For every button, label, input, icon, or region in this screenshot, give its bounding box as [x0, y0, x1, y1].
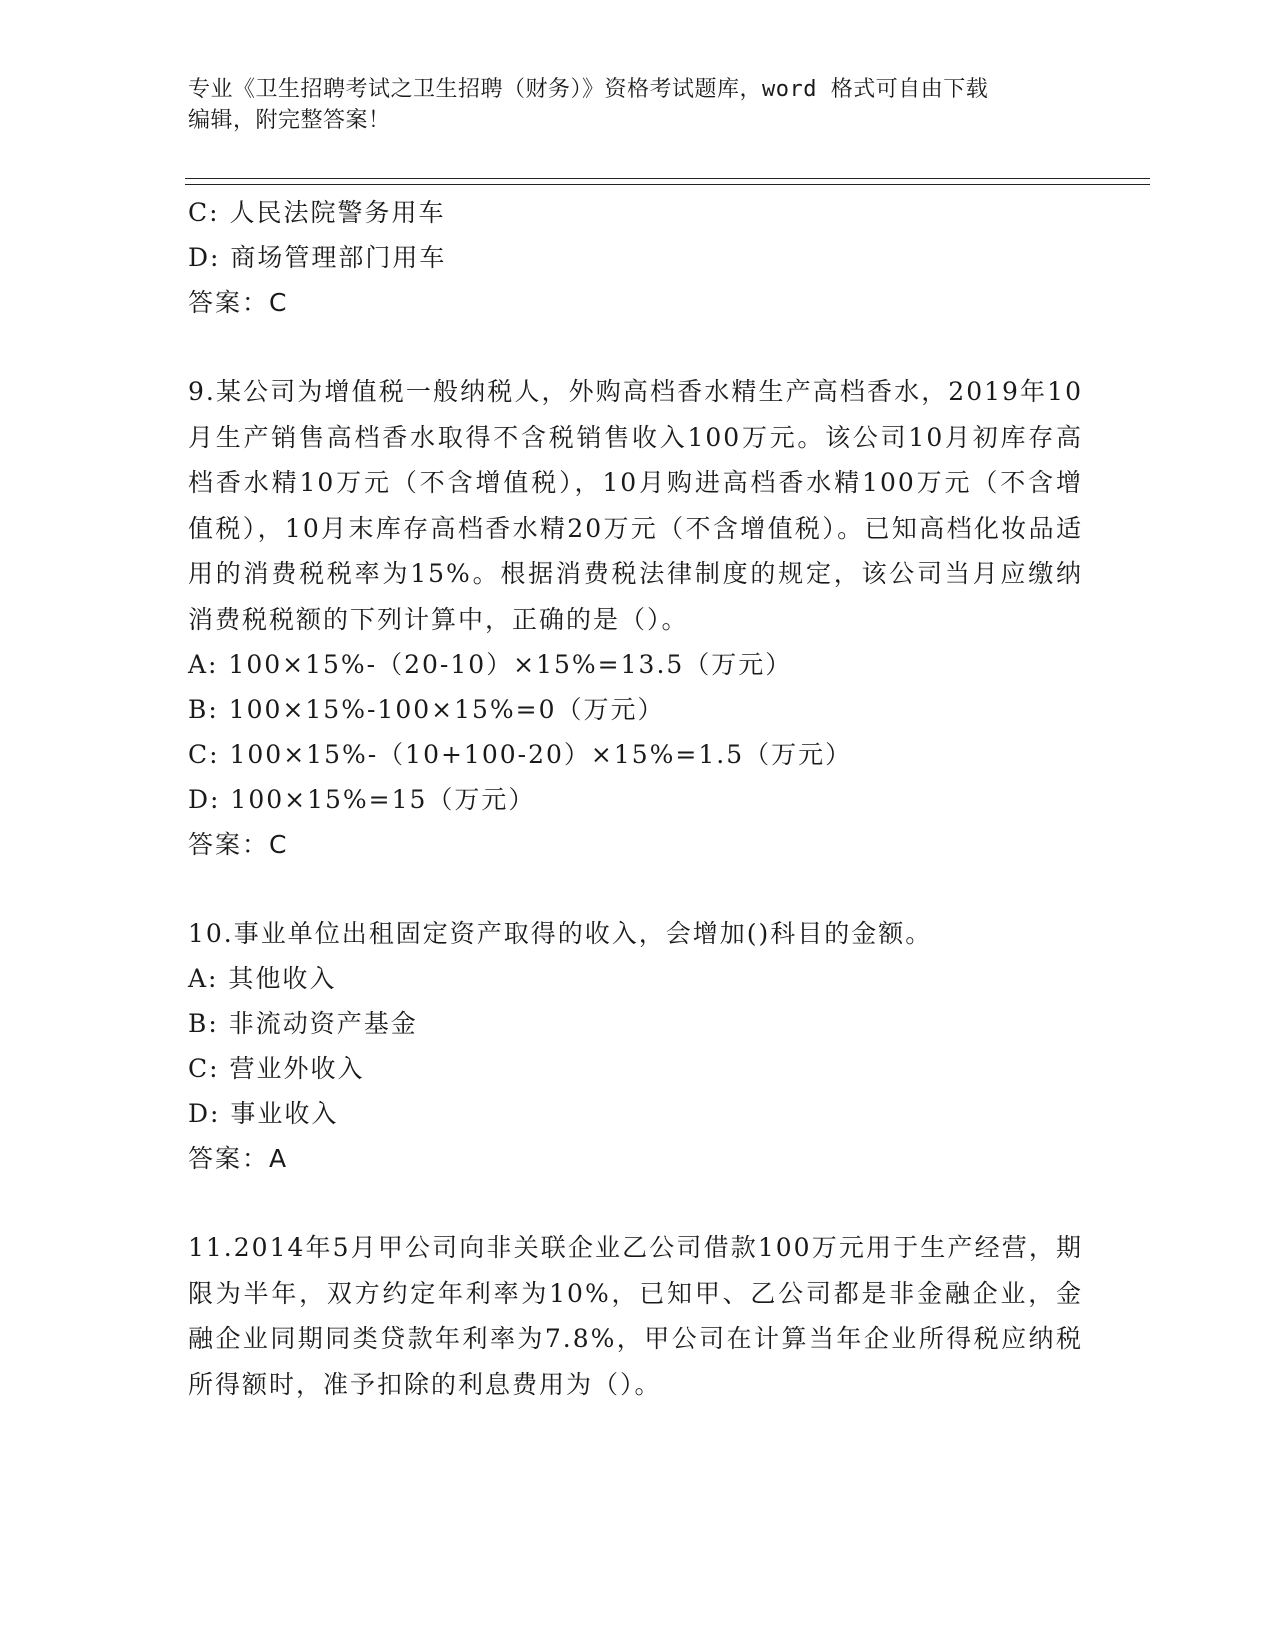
q10-option-b: B: 非流动资产基金 — [188, 1009, 418, 1038]
q9-option-c: C: 100×15%-（10+100-20）×15%=1.5（万元） — [188, 740, 853, 769]
q8-option-d: D: 商场管理部门用车 — [188, 243, 447, 272]
question-10 — [188, 911, 1083, 1181]
q10-option-a: A: 其他收入 — [188, 964, 337, 993]
q9-option-b: B: 100×15%-100×15%=0（万元） — [188, 695, 665, 724]
q9-option-a: A: 100×15%-（20-10）×15%=13.5（万元） — [188, 650, 793, 679]
q9-option-d: D: 100×15%=15（万元） — [188, 785, 536, 814]
question-11 — [188, 1225, 1083, 1407]
spacer — [188, 1181, 1083, 1225]
q10-answer: 答案：A — [188, 1144, 289, 1173]
header-line-2: 编辑，附完整答案！ — [188, 108, 391, 133]
document-header — [188, 74, 1088, 136]
q9-stem: 9.某公司为增值税一般纳税人，外购高档香水精生产高档香水，2019年10月生产销售高档香水取得不含税销售收入100万元。该公司10月初库存高档香水精10万元（不含增值税），10月购进高档香水精100万元（不含增值税），10月末库存高档香水精20万元（不含增值税）。已知高档化妆品适用的消费税税率为15%。根据消费税法律制度的规定，该公司当月应缴纳消费税税额的下列计算中，正确的是（）。 — [188, 377, 1083, 634]
header-divider-top — [185, 178, 1150, 179]
spacer — [188, 325, 1083, 369]
header-divider-bottom — [185, 184, 1150, 185]
q8-option-c: C: 人民法院警务用车 — [188, 198, 446, 227]
q11-stem: 11.2014年5月甲公司向非关联企业乙公司借款100万元用于生产经营，期限为半年，双方约定年利率为10%，已知甲、乙公司都是非金融企业，金融企业同期同类贷款年利率为7.8%，甲公司在计算当年企业所得税应纳税所得额时，准予扣除的利息费用为（）。 — [188, 1233, 1083, 1399]
question-8-tail — [188, 190, 1083, 325]
spacer — [188, 867, 1083, 911]
question-9 — [188, 369, 1083, 867]
q10-option-c: C: 营业外收入 — [188, 1054, 365, 1083]
document-body — [188, 190, 1083, 1407]
header-line-1: 专业《卫生招聘考试之卫生招聘（财务）》资格考试题库，word 格式可自由下载 — [188, 77, 989, 102]
q10-option-d: D: 事业收入 — [188, 1099, 339, 1128]
q9-answer: 答案：C — [188, 830, 289, 859]
q8-answer: 答案：C — [188, 288, 289, 317]
q10-stem: 10.事业单位出租固定资产取得的收入，会增加()科目的金额。 — [188, 919, 933, 948]
